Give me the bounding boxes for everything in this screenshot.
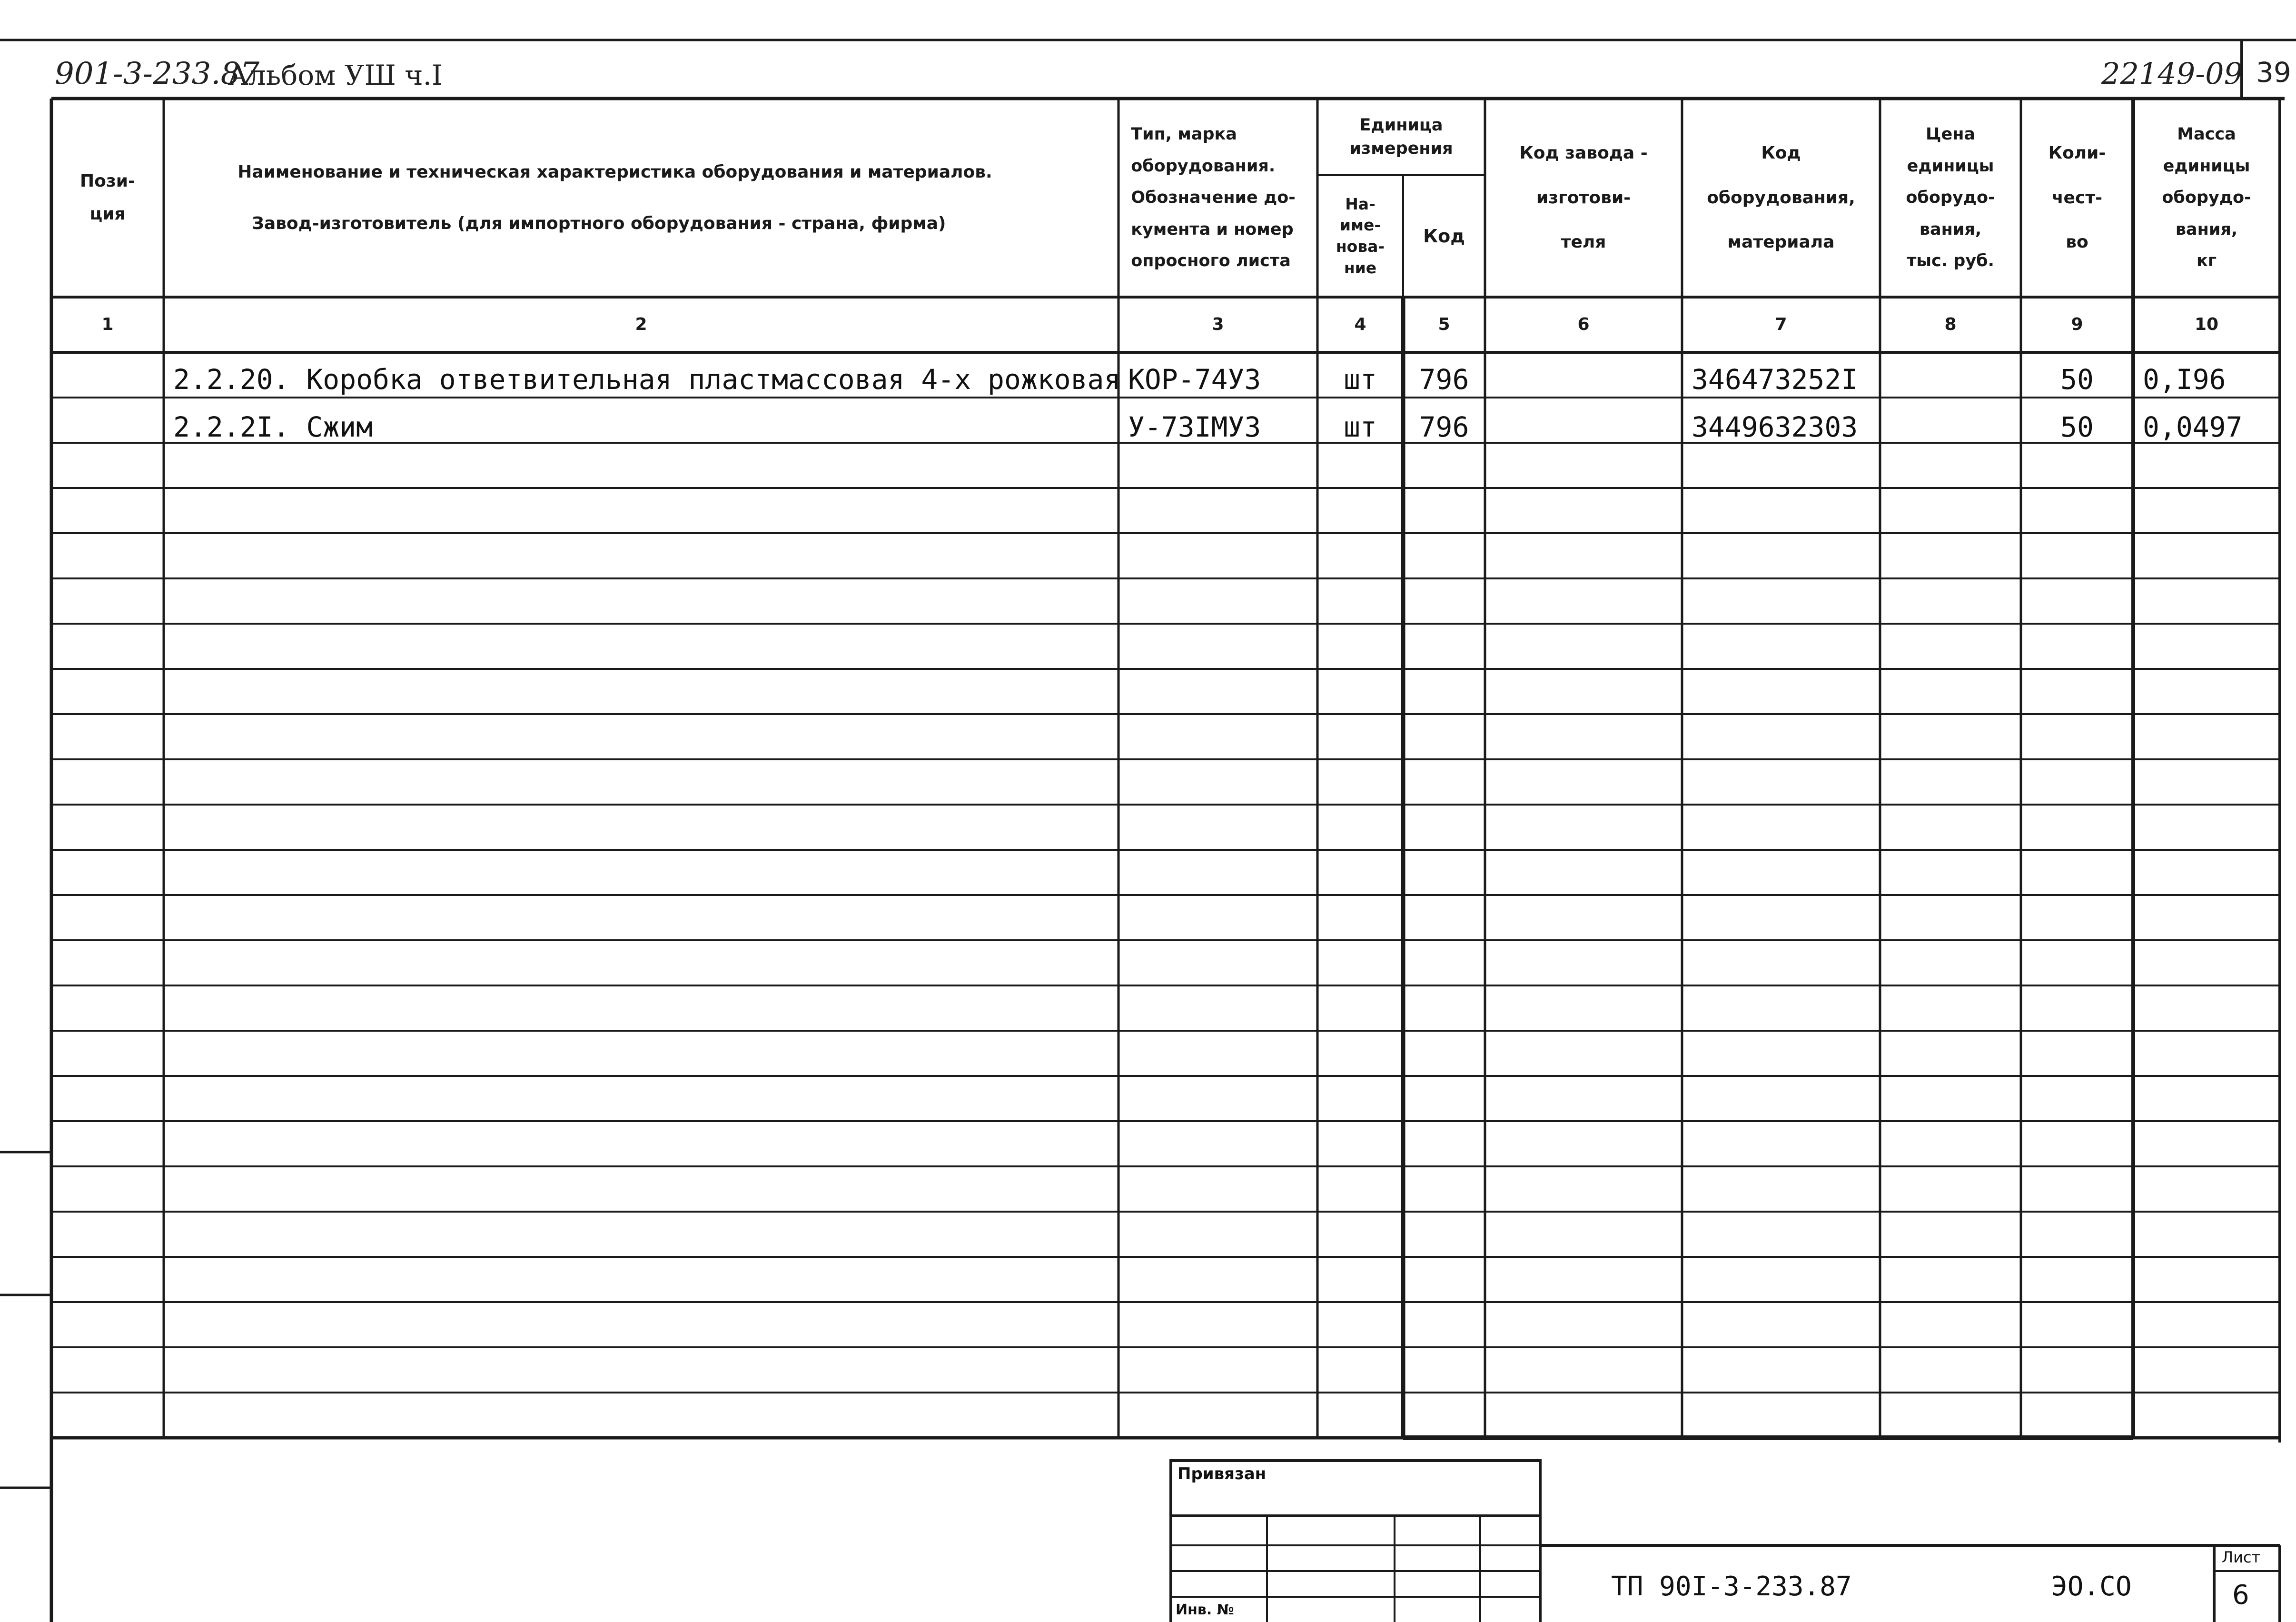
inv-number-label: Инв. № bbox=[1176, 1602, 1234, 1618]
col-number-1: 1 bbox=[101, 314, 114, 334]
row-2-unit: шт bbox=[1344, 411, 1377, 443]
row-1-qty: 50 bbox=[2060, 363, 2094, 396]
col-number-10: 10 bbox=[2194, 314, 2219, 334]
col-header-position: Пози- ция bbox=[80, 171, 135, 224]
col-header-unit-group: Единица измерения bbox=[1349, 115, 1453, 158]
row-2-mass: 0,0497 bbox=[2143, 411, 2243, 443]
privyazan-label: Привязан bbox=[1178, 1464, 1267, 1483]
col-number-6: 6 bbox=[1577, 314, 1590, 334]
col-header-name: Наименование и техническая характеристика оборудования и материалов. Завод-изготовитель (для импортного оборудования - страна, фирма) bbox=[238, 162, 992, 233]
row-1-ucode: 796 bbox=[1419, 363, 1469, 396]
drawing-number: 22149-09 bbox=[2101, 56, 2243, 91]
row-2-ucode: 796 bbox=[1419, 411, 1469, 443]
row-1-name: 2.2.20. Коробка ответвительная пластмассовая 4-х рожковая bbox=[173, 363, 1121, 396]
sheet-label: Лист bbox=[2222, 1548, 2261, 1566]
col-header-unit-name: На- име- нова- ние bbox=[1336, 194, 1385, 277]
col-number-5: 5 bbox=[1438, 314, 1450, 334]
col-number-9: 9 bbox=[2071, 314, 2083, 334]
row-2-ecode: 3449632303 bbox=[1692, 411, 1858, 443]
col-header-price: Цена единицы оборудо- вания, тыс. руб. bbox=[1906, 125, 1995, 271]
project-code: ТП 90I-3-233.87 bbox=[1611, 1571, 1852, 1602]
col-header-unit-code: Код bbox=[1423, 225, 1465, 247]
col-header-quantity: Коли- чест- во bbox=[2048, 143, 2106, 252]
section-code: ЭО.СО bbox=[2051, 1571, 2132, 1602]
page-number: 39 bbox=[2256, 56, 2291, 89]
row-1-mass: 0,I96 bbox=[2143, 363, 2226, 396]
row-1-type: КОР-74У3 bbox=[1128, 363, 1261, 396]
col-number-4: 4 bbox=[1354, 314, 1366, 334]
col-header-mass: Масса единицы оборудо- вания, кг bbox=[2162, 125, 2251, 271]
col-header-factory-code: Код завода - изготови- теля bbox=[1519, 143, 1648, 252]
sheet-number: 6 bbox=[2232, 1580, 2249, 1611]
album-title: Альбом УШ ч.I bbox=[228, 59, 443, 91]
row-2-qty: 50 bbox=[2060, 411, 2094, 443]
col-header-type: Тип, марка оборудования. Обозначение до- кумента и номер опросного листа bbox=[1131, 125, 1296, 271]
col-number-8: 8 bbox=[1944, 314, 1957, 334]
row-1-unit: шт bbox=[1344, 363, 1377, 396]
col-header-equipment-code: Код оборудования, материала bbox=[1707, 143, 1855, 252]
col-number-7: 7 bbox=[1775, 314, 1787, 334]
row-2-name: 2.2.2I. Сжим bbox=[173, 411, 373, 443]
row-2-type: У-73IМУ3 bbox=[1128, 411, 1261, 443]
doc-code: 901-3-233.87 bbox=[55, 56, 260, 91]
row-1-ecode: 346473252I bbox=[1692, 363, 1858, 396]
col-number-2: 2 bbox=[635, 314, 647, 334]
col-number-3: 3 bbox=[1212, 314, 1224, 334]
